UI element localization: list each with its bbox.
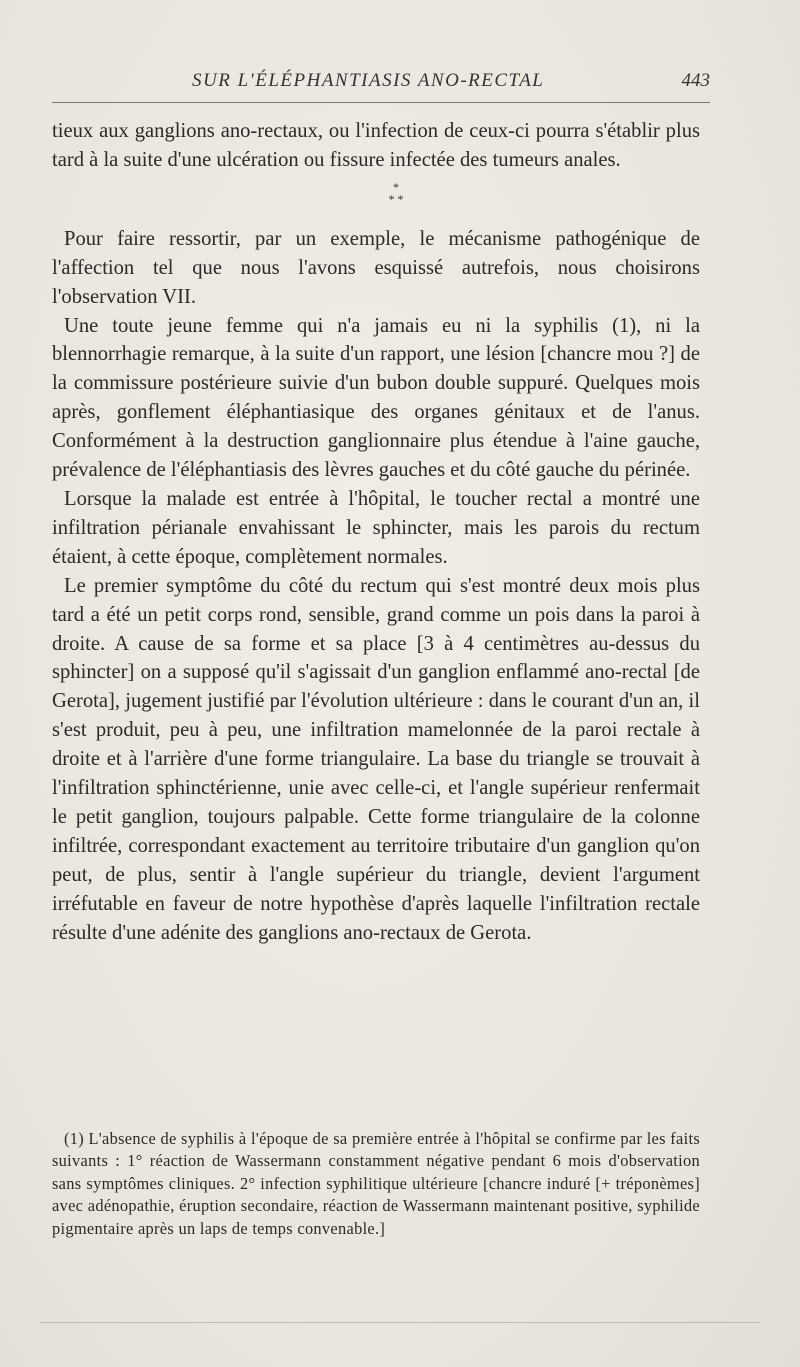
paragraph-continuation: tieux aux ganglions ano-rectaux, ou l'infection de ceux-ci pourra s'établir plus tard à la suite d'une ulcération ou fissure infectée des tumeurs anales. — [52, 120, 700, 171]
asterism-bottom: * * — [388, 191, 404, 206]
header-rule — [52, 102, 710, 103]
paragraph: Une toute jeune femme qui n'a jamais eu ni la syphilis (1), ni la blennorrhagie remarque, à la suite d'un rapport, une lésion [chancre mou ?] de la commissure postérieure suivie d'un bubon double suppuré. Quelques mois après, gonflement éléphantiasique des organes génitaux et de l'anus. Conformément à la destruction ganglionnaire plus étendue à l'aine gauche, prévalence de l'éléphantiasis des lèvres gauches et du côté gauche du périnée. — [52, 314, 700, 482]
paragraph: Pour faire ressortir, par un exemple, le mécanisme pathogénique de l'affection tel que nous l'avons esquissé autrefois, nous choisirons l'observation VII. — [52, 227, 700, 308]
running-title: SUR L'ÉLÉPHANTIASIS ANO-RECTAL — [192, 70, 545, 91]
asterism-top: * — [393, 179, 399, 194]
footnote — [52, 1128, 700, 1240]
page-number: 443 — [681, 70, 710, 91]
paragraph: Le premier symptôme du côté du rectum qui s'est montré deux mois plus tard a été un petit corps rond, sensible, grand comme un pois dans la paroi à droite. A cause de sa forme et sa place [3 à 4 centimètres au-dessus du sphincter] on a supposé qu'il s'agissait d'un ganglion enflammé ano-rectal [de Gerota], jugement justifié par l'évolution ultérieure : dans le courant d'un an, il s'est produit, peu à peu, une infiltration mamelonnée de la paroi rectale à droite et à l'arrière d'une forme triangulaire. La base du triangle se trouvait à l'infiltration sphinctérienne, unie avec celle-ci, et l'angle supérieur renfermait le petit ganglion, toujours palpable. Cette forme triangulaire de la colonne infiltrée, correspondant exactement au territoire tributaire d'un ganglion qu'on peut, de plus, sentir à l'angle supérieur du triangle, devient l'argument irréfutable en faveur de notre hypothèse d'après laquelle l'infiltration rectale résulte d'une adénite des ganglions ano-rectaux de Gerota. — [52, 574, 700, 944]
main-text — [52, 117, 700, 947]
bottom-rule — [40, 1322, 760, 1323]
page-header — [52, 70, 710, 96]
section-break-asterism — [52, 181, 700, 205]
footnote-text: (1) L'absence de syphilis à l'époque de sa première entrée à l'hôpital se confirme par les faits suivants : 1° réaction de Wassermann constamment négative pendant 6 mois d'observation sans symptômes cliniques. 2° infection syphilitique ultérieure [chancre induré [+ tréponèmes] avec adénopathie, éruption secondaire, réaction de Wassermann maintenant positive, syphilide pigmentaire après un laps de temps convenable.] — [52, 1129, 700, 1238]
paragraph: Lorsque la malade est entrée à l'hôpital, le toucher rectal a montré une infiltration périanale envahissant le sphincter, mais les parois du rectum étaient, à cette époque, complètement normales. — [52, 487, 700, 568]
